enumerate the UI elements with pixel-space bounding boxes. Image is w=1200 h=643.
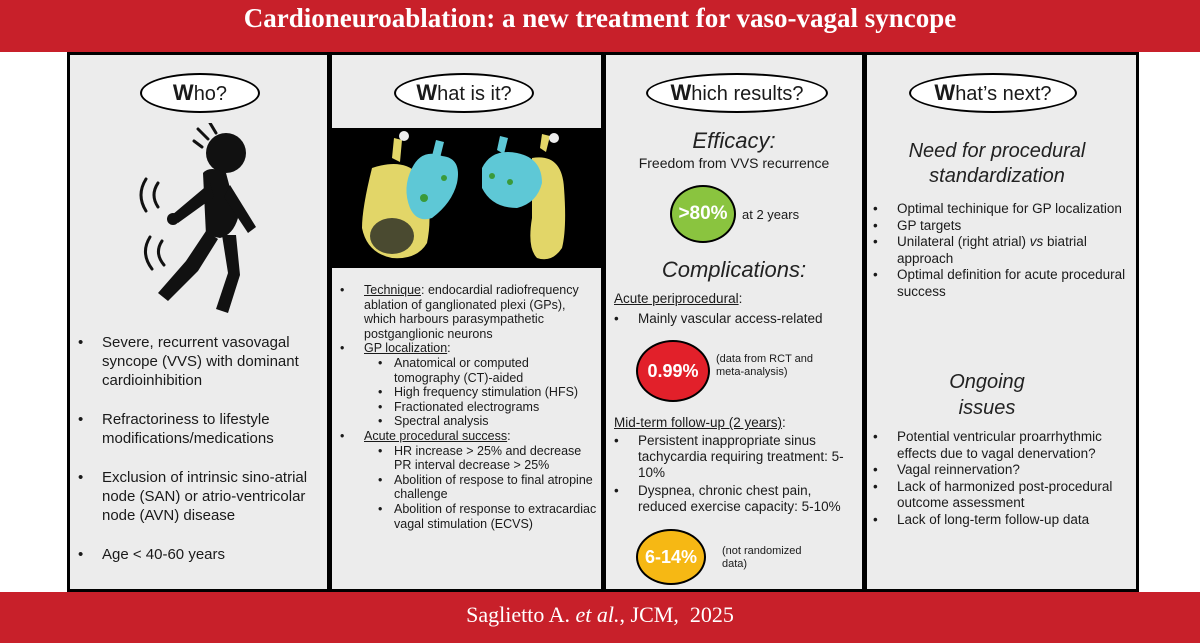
ongoing-issues-title: Ongoing issues <box>949 371 1025 419</box>
title-banner <box>0 0 1200 52</box>
pill-text: hat’s next? <box>955 83 1052 105</box>
complication-rate-badge <box>636 340 710 402</box>
list-item: • Optimal techinique for GP localization <box>873 201 1131 218</box>
mid-term-followup <box>614 415 858 515</box>
mid-note: (not randomized data) <box>722 545 802 570</box>
list-item: • Lack of harmonized post-procedural outcome assessment <box>873 479 1131 512</box>
panel-what <box>329 52 604 592</box>
what-list <box>340 283 598 531</box>
acute-label: Acute procedural success <box>364 428 508 443</box>
pill-initial: W <box>172 80 194 105</box>
pill-who <box>140 73 260 113</box>
list-item: • GP targets <box>873 218 1131 235</box>
list-item: • Abolition of respose to final atropine challenge <box>378 473 598 502</box>
efficacy-note: at 2 years <box>742 207 800 222</box>
acute-list <box>614 311 858 327</box>
mid-label: Mid-term follow-up (2 years) <box>614 415 783 430</box>
efficacy-value-badge <box>670 185 736 243</box>
citation-banner <box>0 592 1200 643</box>
acute-note: (data from RCT and meta-analysis) <box>716 353 814 378</box>
list-item <box>340 283 598 341</box>
list-item: • Refractoriness to lifestyle modifications/medications <box>78 410 308 448</box>
panel-results <box>603 52 865 592</box>
list-item: • High frequency stimulation (HFS) <box>378 385 598 400</box>
list-item: • Exclusion of intrinsic sino-atrial node (SAN) or atrio-ventricolar node (AVN) disease <box>78 468 308 525</box>
efficacy-subtitle: Freedom from VVS recurrence <box>638 155 830 171</box>
panel-who <box>67 52 330 592</box>
page-title: Cardioneuroablation: a new treatment for vaso-vagal syncope <box>243 3 957 33</box>
gp-sublist <box>378 356 598 429</box>
technique-label: Technique <box>364 283 421 297</box>
acute-sublist <box>378 444 598 532</box>
colon: : <box>507 428 511 443</box>
acute-periprocedural <box>614 291 858 327</box>
acute-label: Acute periprocedural <box>614 291 739 306</box>
who-list <box>78 333 308 564</box>
panel-next <box>864 52 1139 592</box>
citation-etal: et al. <box>575 602 620 627</box>
list-item <box>340 341 598 429</box>
complication-rate-value: 0.99% <box>647 361 699 381</box>
list-item: • Mainly vascular access-related <box>614 311 858 327</box>
list-item: • Vagal reinnervation? <box>873 462 1131 479</box>
citation-journal: , JCM, 2025 <box>619 602 734 627</box>
list-item: • Age < 40-60 years <box>78 545 308 564</box>
ongoing-issues-list <box>873 429 1131 528</box>
list-item: • Severe, recurrent vasovagal syncope (VVS) with dominant cardioinhibition <box>78 333 308 390</box>
fainting-person-icon <box>98 123 298 323</box>
mid-term-rate-value: 6-14% <box>644 547 698 567</box>
pill-text: ho? <box>193 83 228 105</box>
colon: : <box>738 291 743 306</box>
pill-next <box>909 73 1077 113</box>
pill-what <box>394 73 534 113</box>
pill-initial: W <box>416 80 438 105</box>
standardization-list <box>873 201 1131 300</box>
gp-label: GP localization <box>364 341 448 356</box>
citation-authors: Saglietto A. <box>466 602 571 627</box>
colon: : <box>447 341 451 356</box>
list-item: • Abolition of response to extracardiac vagal stimulation (ECVS) <box>378 502 598 531</box>
what-details <box>340 283 598 531</box>
list-item: • Persistent inappropriate sinus tachycardia requiring treatment: 5-10% <box>614 433 858 481</box>
list-item <box>340 429 598 531</box>
standardization-title: Need for procedural standardization <box>908 140 1086 187</box>
pill-results <box>646 73 828 113</box>
pill-text: hat is it? <box>437 83 512 105</box>
list-item: • Anatomical or computed tomography (CT)-aided <box>378 356 598 385</box>
list-item: • Dyspnea, chronic chest pain, reduced exercise capacity: 5-10% <box>614 483 858 515</box>
list-item: • Unilateral (right atrial) vs biatrial approach <box>873 234 1131 267</box>
pill-initial: W <box>934 80 956 105</box>
list-item: • HR increase > 25% and decrease PR interval decrease > 25% <box>378 444 598 473</box>
list-item: • Fractionated electrograms <box>378 400 598 415</box>
mid-term-rate-badge <box>636 529 706 585</box>
pill-initial: W <box>670 80 692 105</box>
heart-3d-map-image <box>332 128 603 268</box>
efficacy-value: >80% <box>678 203 728 224</box>
mid-list <box>614 433 858 515</box>
colon: : <box>782 415 786 430</box>
list-item: • Potential ventricular proarrhythmic effects due to vagal denervation? <box>873 429 1131 462</box>
complications-title: Complications: <box>661 257 807 282</box>
efficacy-title: Efficacy: <box>692 128 776 153</box>
list-item: • Lack of long-term follow-up data <box>873 512 1131 529</box>
list-item: • Spectral analysis <box>378 414 598 429</box>
list-item: • Optimal definition for acute procedural success <box>873 267 1131 300</box>
technique-text: : endocardial radiofrequency ablation of ganglionated plexi (GPs), which harbours parasympathetic postganglionic neurons <box>364 283 579 341</box>
pill-text: hich results? <box>691 83 804 105</box>
